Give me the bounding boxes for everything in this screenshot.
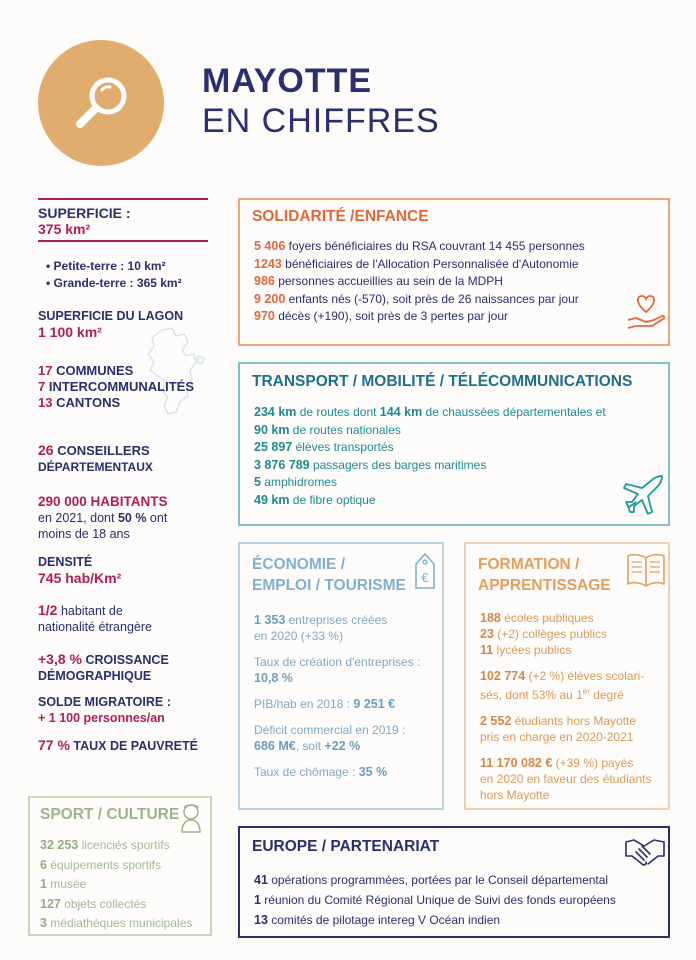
- open-book-icon: [626, 552, 666, 588]
- handshake-icon: [624, 834, 666, 868]
- list-item: 188 écoles publiques: [480, 611, 594, 625]
- habitants-block: 290 000 HABITANTS en 2021, dont 50 % ont moins de 18 ans: [38, 494, 168, 541]
- list-item: 986 personnes accueillies au sein de la MDPH: [254, 274, 503, 288]
- list-item: 1 réunion du Comité Régional Unique de Suivi des fonds européens: [254, 893, 616, 907]
- lagon-block: SUPERFICIE DU LAGON 1 100 km²: [38, 309, 184, 340]
- bust-icon: [176, 802, 206, 834]
- divider: [38, 240, 208, 242]
- list-item: 1 musée: [40, 877, 87, 891]
- sport-box: [28, 796, 212, 936]
- euro-tag-icon: [412, 552, 438, 592]
- communes-block: 17 COMMUNES 7 INTERCOMMUNALITÉS 13 CANTONS: [38, 363, 195, 410]
- transport-box: [238, 362, 670, 526]
- list-item: 3 876 789 passagers des barges maritimes: [254, 457, 487, 472]
- sport-list: [40, 836, 192, 934]
- croissance-block: +3,8 % CROISSANCE DÉMOGRAPHIQUE: [38, 651, 169, 683]
- list-item: 234 km de routes dont 144 km de chaussées départementales et: [254, 405, 606, 419]
- list-item: 970 décès (+190), soit près de 3 pertes par jour: [254, 309, 508, 323]
- list-item: 41 opérations programmées, portées par le Conseil départemental: [254, 873, 609, 887]
- magnifier-icon: [68, 70, 134, 136]
- list-item: Déficit commercial en 2019 :: [254, 723, 406, 737]
- formation-box: [464, 542, 670, 810]
- list-item: 11 170 082 € (+39 %) payés: [480, 756, 634, 770]
- list-item: 5 406 foyers bénéficiaires du RSA couvrant 14 455 personnes: [254, 239, 585, 253]
- list-item: 25 897 élèves transportés: [254, 440, 394, 454]
- list-item: 11 lycées publics: [480, 643, 572, 657]
- heart-hand-icon: [626, 290, 666, 332]
- solidarite-list: [254, 238, 585, 326]
- list-item: 1 353 entreprises créées: [254, 613, 388, 627]
- list-item: 9 200 enfants nés (-570), soit près de 26 naissances par jour: [254, 291, 579, 306]
- list-item: 2 552 étudiants hors Mayotte: [480, 714, 637, 728]
- economie-title: ÉCONOMIE / EMPLOI / TOURISME: [252, 556, 406, 594]
- formation-list: 188 écoles publiques 23 (+2) collèges publics 11 lycées publics 102 774 (+2 %) élèves scolari- sés, dont 53% au 1er degré 2 552 étudiants hors Mayotte pris en charge en 2020-2021 11 170 082 € (+39 %) payés en 2020 en faveur des étudiants hors Mayotte: [480, 611, 652, 802]
- etrangere-block: 1/2 habitant de nationalité étrangère: [38, 602, 152, 634]
- svg-text:€: €: [421, 570, 429, 585]
- list-item: 90 km de routes nationales: [254, 422, 401, 437]
- pauvrete-block: 77 % TAUX DE PAUVRETÉ: [38, 737, 198, 753]
- list-item: 23 (+2) collèges publics: [480, 627, 607, 641]
- europe-list: [254, 870, 616, 930]
- list-item: 6 équipements sportifs: [40, 857, 162, 872]
- conseillers-block: 26 CONSEILLERS DÉPARTEMENTAUX: [38, 442, 153, 474]
- airplane-icon: [622, 472, 666, 516]
- economie-list: 1 353 entreprises créées en 2020 (+33 %) Taux de création d'entreprises : 10,8 % PIB/hab en 2018 : 9 251 € Déficit commercial en 2019 : 686 M€, soit +22 % Taux de chômage : 35 %: [254, 613, 421, 779]
- solidarite-box: [238, 198, 670, 346]
- solde-block: SOLDE MIGRATOIRE : + 1 100 personnes/an: [38, 695, 171, 725]
- list-item: Taux de création d'entreprises :: [254, 655, 421, 669]
- europe-box: [238, 826, 670, 938]
- superficie-block: SUPERFICIE : 375 km²: [38, 205, 131, 237]
- densite-block: DENSITÉ 745 hab/Km²: [38, 555, 122, 586]
- economie-box: [238, 542, 444, 810]
- formation-title: FORMATION / APPRENTISSAGE: [478, 556, 611, 594]
- transport-list: [254, 404, 606, 509]
- list-item: 13 comités de pilotage intereg V Océan indien: [254, 913, 501, 927]
- solidarite-title: SOLIDARITÉ /ENFANCE: [252, 208, 429, 225]
- list-item: 32 253 licenciés sportifs: [40, 838, 170, 852]
- list-item: Taux de chômage : 35 %: [254, 765, 388, 779]
- europe-title: EUROPE / PARTENARIAT: [252, 838, 440, 855]
- page-subtitle: EN CHIFFRES: [202, 102, 440, 140]
- list-item: 127 objets collectés: [40, 896, 147, 911]
- list-item: 5 amphidromes: [254, 475, 337, 489]
- list-item: 102 774 (+2 %) élèves scolari-: [480, 669, 645, 683]
- transport-title: TRANSPORT / MOBILITÉ / TÉLÉCOMMUNICATIONS: [252, 373, 633, 390]
- list-item: 3 médiathèques municipales: [40, 916, 193, 930]
- list-item: 49 km de fibre optique: [254, 492, 376, 507]
- list-item: 1243 bénéficiaires de l'Allocation Personnalisée d'Autonomie: [254, 256, 579, 271]
- list-item: PIB/hab en 2018 : 9 251 €: [254, 697, 396, 711]
- divider: [38, 198, 208, 200]
- sport-title: SPORT / CULTURE: [40, 806, 180, 823]
- island-list: • Petite-terre : 10 km² • Grande-terre : 365 km²: [46, 259, 182, 290]
- page-title: MAYOTTE: [202, 62, 373, 100]
